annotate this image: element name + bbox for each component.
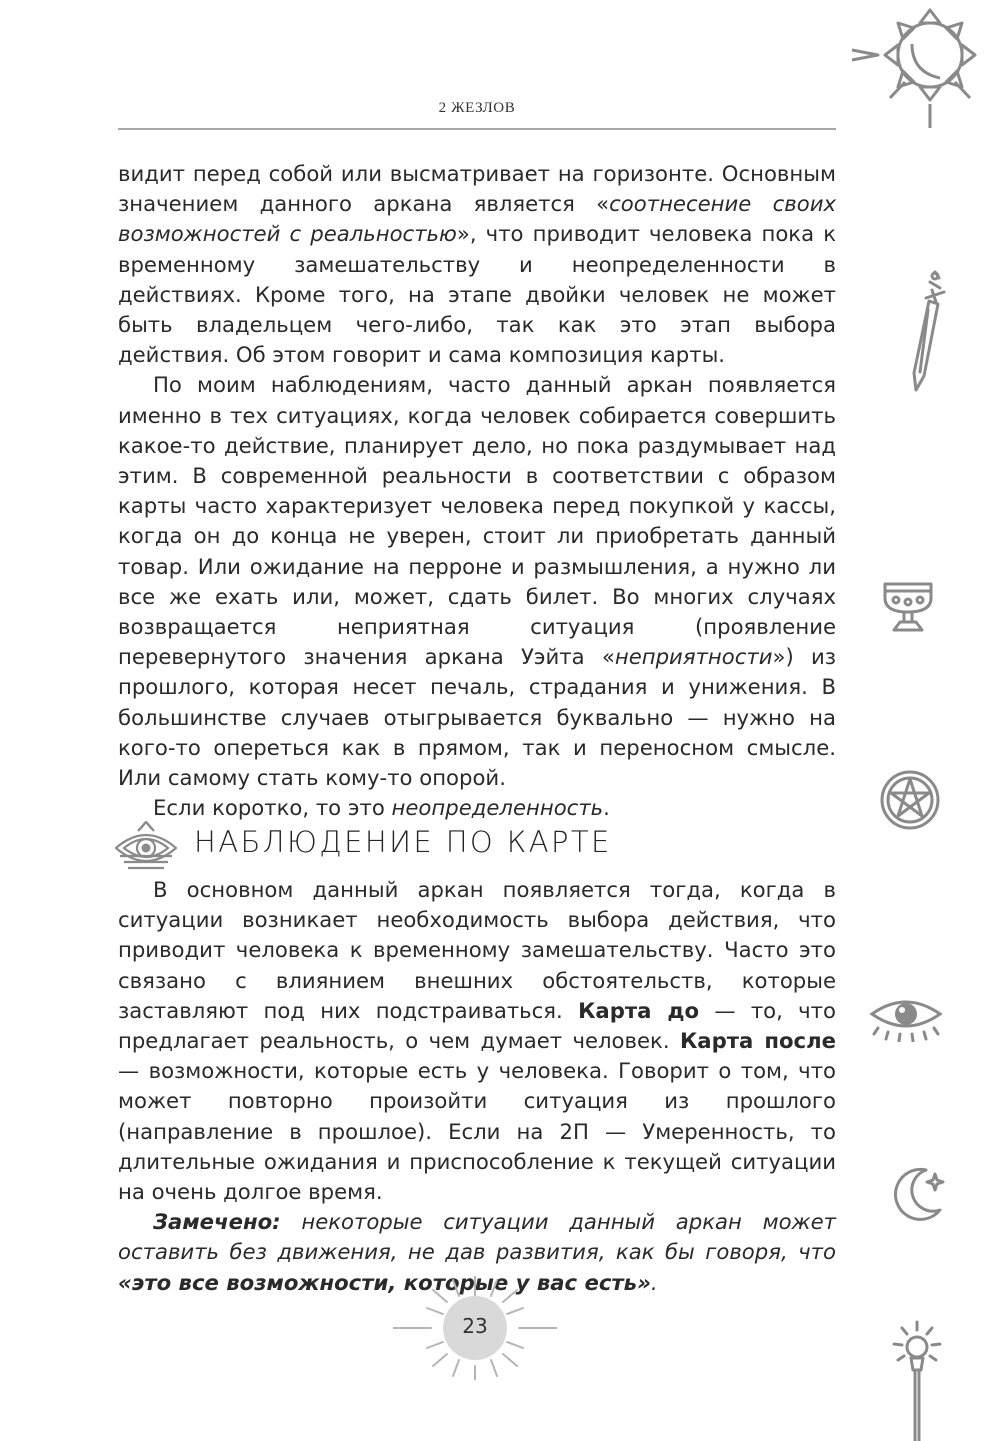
page-number: 23: [462, 1314, 488, 1338]
body-text-top: [118, 159, 836, 823]
page-number-ornament: [393, 1276, 557, 1380]
eye-icon: [866, 988, 946, 1042]
moon-icon: [888, 1164, 948, 1226]
paragraph: По моим наблюдениям, часто данный аркан появляется именно в тех ситуациях, когда человек собирается совершить какое-то действие, планирует дело, но пока раздумывает над этим. В современной реальности в соответствии с образом карты часто характеризует человека перед покупкой у кассы, когда он до конца не уверен, стоит ли приобретать данный товар. Или ожидание на перроне и размышления, а нужно ли все же ехать или, может, сдать билет. Во многих случаях возвращается неприятная ситуация (проявление перевернутого значения аркана Уэйта «неприятности») из прошлого, которая несет печаль, страдания и унижения. В большинстве случаев отыгрывается буквально — нужно на кого-то опереться как в прямом, так и переносном смысле. Или самому стать кому-то опорой.: [118, 372, 837, 791]
running-head: 2 ЖЕЗЛОВ: [438, 100, 516, 116]
body-text-bottom: [118, 875, 836, 1298]
note-paragraph: Замечено: некоторые ситуации данный аркан может оставить без движения, не дав развития, как бы говоря, что «это все возможности, которые у вас есть».: [118, 1209, 836, 1295]
sun-icon: [848, 0, 993, 135]
section-heading: [110, 818, 850, 874]
header-rule: [118, 128, 836, 130]
paragraph: Если коротко, то это неопределенность.: [153, 795, 610, 821]
pentacle-icon: [878, 768, 942, 832]
sword-icon: [898, 268, 948, 400]
paragraph: видит перед собой или высматривает на горизонте. Основным значением данного аркана является «соотнесение своих возможностей с реальностью», что приводит человека пока к временному замешательству и неопределенности в действиях. Кроме того, на этапе двойки человек не может быть владельцем чего-либо, так как это этап выбора действия. Об этом говорит и сама композиция карты.: [118, 161, 837, 368]
cup-icon: [880, 580, 936, 634]
wand-icon: [882, 1318, 952, 1441]
paragraph: В основном данный аркан появляется тогда, когда в ситуации возникает необходимость выбора действия, что приводит человека к временному замешательству. Часто это связано с влиянием внешних обстоятельств, которые заставляют под них подстраиваться. Карта до — то, что предлагает реальность, о чем думает человек. Карта после — возможности, которые есть у человека. Говорит о том, что может повторно произойти ситуация из прошлого (направление в прошлое). Если на 2П — Умеренность, то длительные ожидания и приспособление к текущей ситуации на очень долгое время.: [118, 877, 836, 1205]
section-title: НАБЛЮДЕНИЕ ПО КАРТЕ: [194, 825, 612, 859]
eye-icon: [110, 818, 182, 874]
